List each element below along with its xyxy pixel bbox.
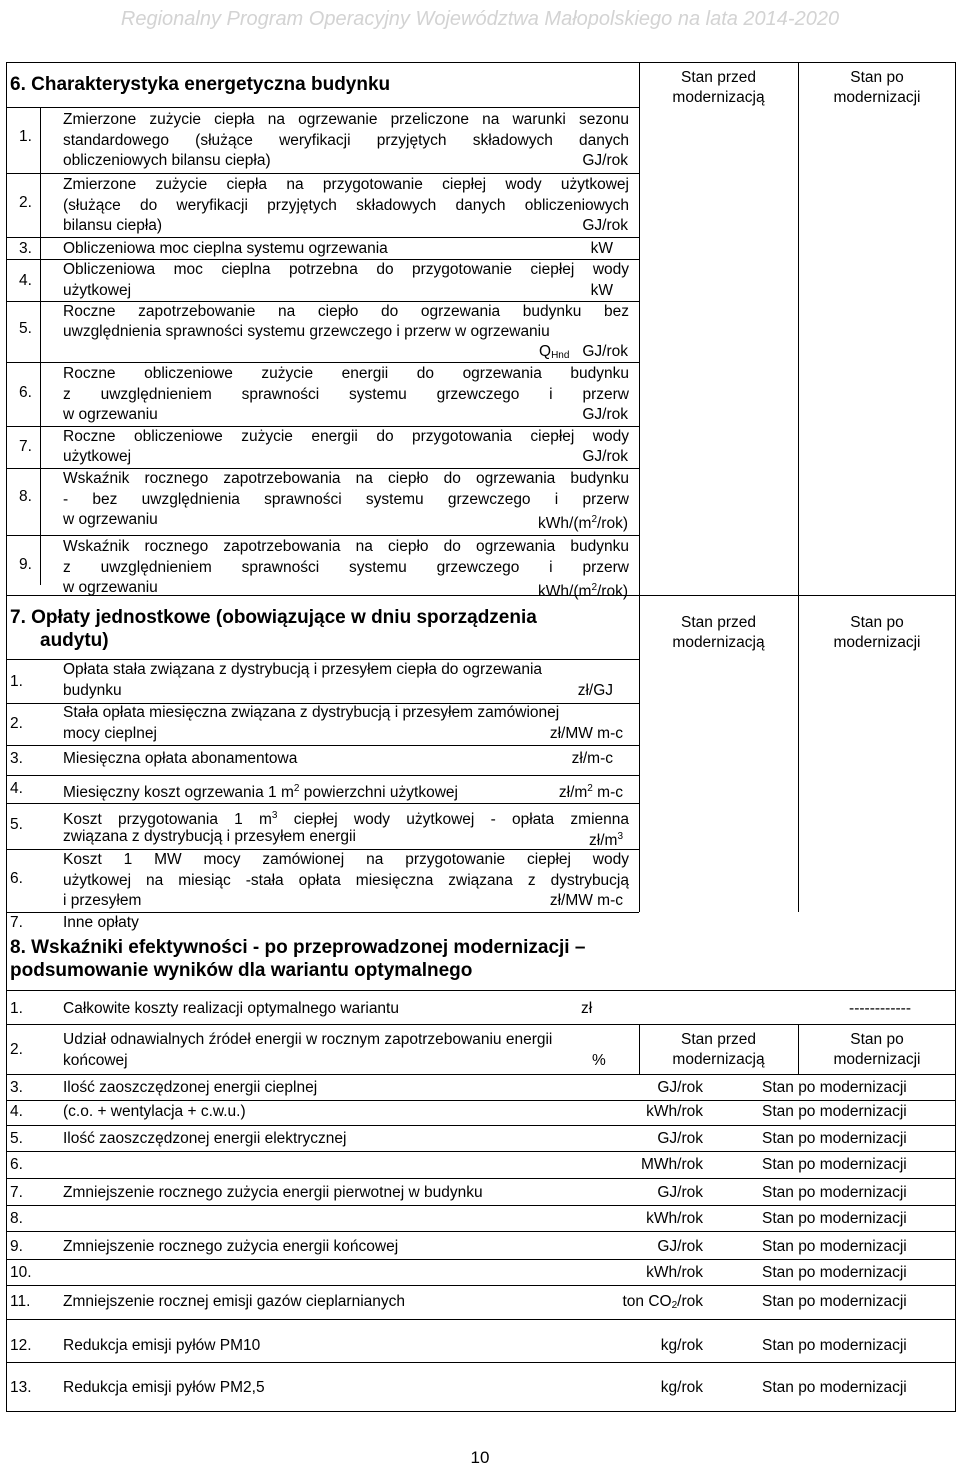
row-unit: GJ/rok xyxy=(582,152,628,169)
row-description: Zmniejszenie rocznego zużycia energii pierwotnej w budynku xyxy=(63,1184,483,1201)
row-unit: $Q_{Hnd}$ GJ/rok xyxy=(539,343,628,361)
col-before-header: Stan przed modernizacją xyxy=(672,614,765,651)
row-unit: % xyxy=(592,1052,606,1069)
row-unit: zł xyxy=(581,1000,593,1017)
row-number: 13. xyxy=(10,1379,32,1396)
row-number: 3. xyxy=(10,750,23,767)
row-description: Miesięczny koszt ogrzewania 1 $m^2$ powierzchni użytkowej xyxy=(63,783,458,802)
divider xyxy=(639,1024,640,1074)
row-unit: kg/rok xyxy=(660,1337,703,1354)
row-unit: $zł/m^2$ m-c xyxy=(558,783,623,802)
row-unit: GJ/rok xyxy=(582,406,628,423)
page-number: 10 xyxy=(470,1448,490,1467)
row-number: 1. xyxy=(19,128,32,145)
row-description-last: mocy cieplnej xyxy=(63,725,157,742)
row-unit: MWh/rok xyxy=(641,1156,703,1173)
row-value: Stan po modernizacji xyxy=(762,1293,907,1310)
row-description-last: użytkowej xyxy=(63,448,132,465)
section-7-title: 7. Opłaty jednostkowe (obowiązujące w dniu sporządzenia audytu) xyxy=(10,607,537,651)
row-line xyxy=(7,775,639,776)
row-unit: kW xyxy=(590,240,613,257)
row-unit: GJ/rok xyxy=(657,1079,703,1096)
row-line xyxy=(7,1205,955,1206)
row-number: 11. xyxy=(10,1293,31,1310)
row-description: Całkowite koszty realizacji optymalnego wariantu xyxy=(63,1000,399,1017)
row-unit: kWh/rok xyxy=(646,1264,703,1281)
row-line xyxy=(7,1362,955,1363)
row-description: Zmierzone zużycie ciepła na przygotowanie ciepłej wody użytkowej (służące do weryfikacji przyjętych składowych danych obliczeniowych xyxy=(63,176,629,214)
row-description-last: w ogrzewaniu xyxy=(63,406,158,423)
row-description: Roczne obliczeniowe zużycie energii do przygotowania ciepłej wody xyxy=(63,428,629,445)
row-number: 6. xyxy=(10,870,23,887)
row-unit: kWh/rok xyxy=(646,1210,703,1227)
row-unit: kWh/$(m^2/rok)$ xyxy=(538,514,628,533)
row-description-last: w ogrzewaniu xyxy=(63,511,158,528)
row-description: Udział odnawialnych źródeł energii w rocznym zapotrzebowaniu energii xyxy=(63,1031,553,1048)
row-value: Stan po modernizacji xyxy=(762,1184,907,1201)
row-unit: kg/rok xyxy=(660,1379,703,1396)
row-number: 10. xyxy=(10,1264,32,1281)
row-line xyxy=(7,535,639,536)
divider xyxy=(639,63,640,595)
col-before-header: Stan przed modernizacją xyxy=(672,1031,765,1068)
row-unit: zł/MW m-c xyxy=(549,892,623,909)
col-before-header: Stan przed modernizacją xyxy=(672,69,765,106)
row-description: Inne opłaty xyxy=(63,914,139,931)
row-description-2: uwzględnienia sprawności systemu grzewczego i przerw w ogrzewaniu xyxy=(63,323,550,340)
row-number: 2. xyxy=(19,194,32,211)
row-description: Obliczeniowa moc cieplna potrzebna do przygotowanie ciepłej wody xyxy=(63,261,629,278)
row-description: Wskaźnik rocznego zapotrzebowania na ciepło do ogrzewania budynku - bez uwzględnienia sprawności systemu grzewczego i przerw xyxy=(63,470,629,508)
row-description-last: w ogrzewaniu xyxy=(63,579,158,596)
row-unit: kWh/$(m^2/rok)$ xyxy=(538,582,628,601)
row-line xyxy=(7,173,639,174)
page-header: Regionalny Program Operacyjny Województwa Małopolskiego na lata 2014-2020 xyxy=(120,8,840,30)
row-number: 9. xyxy=(10,1238,23,1255)
row-description-last: końcowej xyxy=(63,1052,128,1069)
row-description: Ilość zaoszczędzonej energii cieplnej xyxy=(63,1079,318,1096)
row-number: 12. xyxy=(10,1337,32,1354)
row-line xyxy=(7,1151,955,1152)
row-number: 6. xyxy=(19,384,32,401)
row-description: (c.o. + wentylacja + c.w.u.) xyxy=(63,1103,246,1120)
col-after-header: Stan po modernizacji xyxy=(833,614,921,651)
row-line xyxy=(7,1074,955,1075)
row-number: 5. xyxy=(19,320,32,337)
row-line xyxy=(7,107,639,108)
row-number: 4. xyxy=(19,272,32,289)
col-after-header: Stan po modernizacji xyxy=(833,1031,921,1068)
row-description: Koszt przygotowania 1 $m^3$ ciepłej wody użytkowej - opłata zmienna xyxy=(63,810,629,829)
row-description: Stała opłata miesięczna związana z dystrybucją i przesyłem zamówionej xyxy=(63,704,560,721)
row-unit: ton $CO_2$/rok xyxy=(622,1293,703,1311)
row-number: 7. xyxy=(10,1184,23,1201)
row-unit: zł/GJ xyxy=(577,682,613,699)
row-value: ------------ xyxy=(849,1000,911,1017)
row-unit: GJ/rok xyxy=(582,217,628,234)
row-unit: GJ/rok xyxy=(657,1238,703,1255)
row-line xyxy=(7,1319,955,1320)
row-number: 1. xyxy=(10,673,23,690)
row-unit: zł/m-c xyxy=(571,750,613,767)
row-number: 1. xyxy=(10,1000,23,1017)
row-line xyxy=(7,362,639,363)
section-6-title: 6. Charakterystyka energetyczna budynku xyxy=(10,74,391,95)
row-line xyxy=(7,1178,955,1179)
row-line xyxy=(7,1231,955,1232)
row-number: 5. xyxy=(10,1130,23,1147)
row-description: Opłata stała związana z dystrybucją i przesyłem ciepła do ogrzewania xyxy=(63,661,543,678)
row-number: 6. xyxy=(10,1156,23,1173)
row-line xyxy=(7,1125,955,1126)
row-line xyxy=(7,1100,955,1101)
row-value: Stan po modernizacji xyxy=(762,1264,907,1281)
row-number: 7. xyxy=(10,914,23,931)
row-description: Roczne obliczeniowe zużycie energii do ogrzewania budynku z uwzględnieniem sprawności systemu grzewczego i przerw xyxy=(63,365,629,403)
row-description-last: i przesyłem xyxy=(63,892,142,909)
col-after-header: Stan po modernizacji xyxy=(833,69,921,106)
row-value: Stan po modernizacji xyxy=(762,1079,907,1096)
row-description: Ilość zaoszczędzonej energii elektrycznej xyxy=(63,1130,347,1147)
row-description: Zmniejszenie rocznej emisji gazów cieplarnianych xyxy=(63,1293,406,1310)
row-number: 3. xyxy=(19,240,32,257)
row-unit: GJ/rok xyxy=(657,1130,703,1147)
row-description: Miesięczna opłata abonamentowa xyxy=(63,750,298,767)
row-description-last: użytkowej xyxy=(63,282,132,299)
row-description-last: obliczeniowych bilansu ciepła) xyxy=(63,152,271,169)
row-line xyxy=(7,803,639,804)
row-line xyxy=(7,1285,955,1286)
row-number: 4. xyxy=(10,780,23,797)
row-value: Stan po modernizacji xyxy=(762,1238,907,1255)
row-unit: GJ/rok xyxy=(657,1184,703,1201)
row-line xyxy=(7,745,639,746)
row-description-last: bilansu ciepła) xyxy=(63,217,163,234)
row-value: Stan po modernizacji xyxy=(762,1379,907,1396)
row-number: 2. xyxy=(10,1041,23,1058)
row-unit: kW xyxy=(590,282,613,299)
row-number: 9. xyxy=(19,556,32,573)
row-number: 7. xyxy=(19,438,32,455)
row-unit: kWh/rok xyxy=(646,1103,703,1120)
section-divider xyxy=(7,990,955,991)
row-line xyxy=(7,237,639,238)
row-line xyxy=(7,1259,955,1260)
divider xyxy=(798,1024,799,1074)
row-description: Redukcja emisji pyłów PM2,5 xyxy=(63,1379,265,1396)
row-description: Zmierzone zużycie ciepła na ogrzewanie przeliczone na warunki sezonu standardowego (służące weryfikacji przyjętych składowych danych xyxy=(63,111,629,149)
row-description: Koszt 1 MW mocy zamówionej na przygotowanie ciepłej wody użytkowej na miesiąc -stała opłata miesięczna związana z dystrybucją xyxy=(63,851,629,889)
divider xyxy=(798,63,799,595)
row-unit: zł/MW m-c xyxy=(549,725,623,742)
row-description: Obliczeniowa moc cieplna systemu ogrzewania xyxy=(63,240,388,257)
row-value: Stan po modernizacji xyxy=(762,1103,907,1120)
row-number: 2. xyxy=(10,715,23,732)
row-number: 5. xyxy=(10,816,23,833)
row-line xyxy=(7,1024,955,1025)
divider xyxy=(40,107,41,585)
row-number: 8. xyxy=(10,1210,23,1227)
row-description-last: związana z dystrybucją i przesyłem energii xyxy=(63,828,356,845)
row-number: 3. xyxy=(10,1079,23,1096)
row-description: Zmniejszenie rocznego zużycia energii końcowej xyxy=(63,1238,399,1255)
row-number: 8. xyxy=(19,488,32,505)
row-value: Stan po modernizacji xyxy=(762,1130,907,1147)
audit-table xyxy=(6,62,956,1412)
row-value: Stan po modernizacji xyxy=(762,1210,907,1227)
row-value: Stan po modernizacji xyxy=(762,1156,907,1173)
row-unit: $zł/m^3$ xyxy=(589,831,623,850)
row-description: Roczne zapotrzebowanie na ciepło do ogrzewania budynku bez xyxy=(63,303,629,320)
row-number: 4. xyxy=(10,1103,23,1120)
row-value: Stan po modernizacji xyxy=(762,1337,907,1354)
row-description: Wskaźnik rocznego zapotrzebowania na ciepło do ogrzewania budynku z uwzględnieniem sprawności systemu grzewczego i przerw xyxy=(63,538,629,576)
row-description: Redukcja emisji pyłów PM10 xyxy=(63,1337,261,1354)
section-8-title: 8. Wskaźniki efektywności - po przeprowadzonej modernizacji – podsumowanie wyników dla wariantu optymalnego xyxy=(10,937,586,981)
row-unit: GJ/rok xyxy=(582,448,628,465)
section-divider xyxy=(7,595,955,596)
row-description-last: budynku xyxy=(63,682,122,699)
